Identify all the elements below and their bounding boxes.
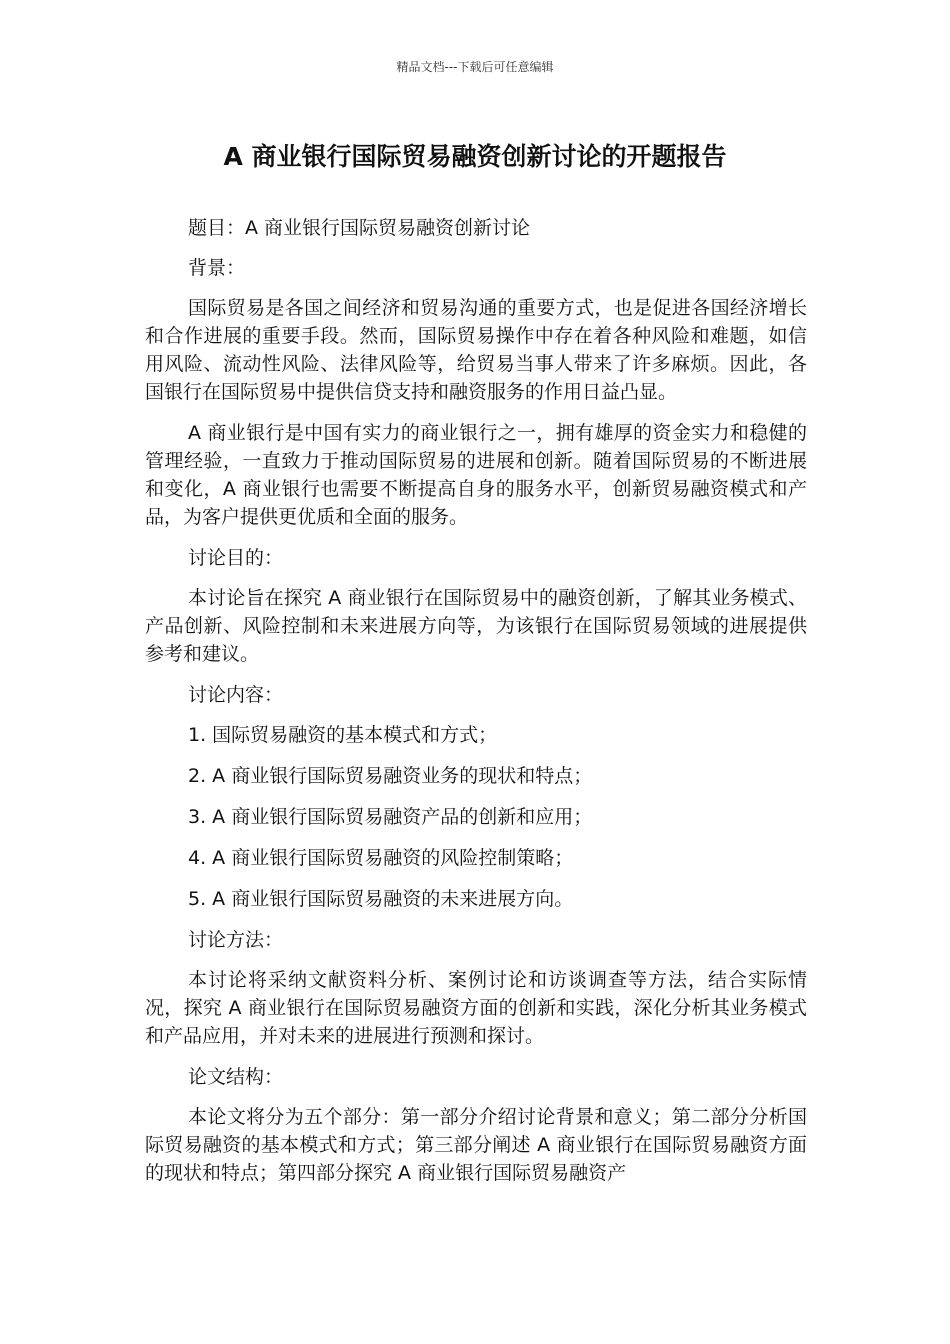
list-item: 3. A 商业银行国际贸易融资产品的创新和应用； (188, 806, 593, 828)
document-body (145, 214, 807, 1200)
purpose-heading: 讨论目的： (188, 547, 284, 569)
method-paragraph: 本讨论将采纳文献资料分析、案例讨论和访谈调查等方法，结合实际情况，探究 A 商业银行在国际贸易融资方面的创新和实践，深化分析其业务模式和产品应用，并对未来的进展进行预测和探讨。 (145, 969, 807, 1047)
list-item: 2. A 商业银行国际贸易融资业务的现状和特点； (188, 765, 593, 787)
list-item: 1. 国际贸易融资的基本模式和方式； (188, 724, 498, 746)
list-item: 4. A 商业银行国际贸易融资的风险控制策略； (188, 847, 574, 869)
background-paragraph-1: 国际贸易是各国之间经济和贸易沟通的重要方式，也是促进各国经济增长和合作进展的重要手段。然而，国际贸易操作中存在着各种风险和难题，如信用风险、流动性风险、法律风险等，给贸易当事人带来了许多麻烦。因此，各国银行在国际贸易中提供信贷支持和融资服务的作用日益凸显。 (145, 297, 807, 403)
list-item: 5. A 商业银行国际贸易融资的未来进展方向。 (188, 888, 574, 910)
structure-heading: 论文结构： (188, 1066, 284, 1088)
content-list (145, 721, 807, 913)
background-paragraph-2: A 商业银行是中国有实力的商业银行之一，拥有雄厚的资金实力和稳健的管理经验，一直致力于推动国际贸易的进展和创新。随着国际贸易的不断进展和变化，A 商业银行也需要不断提高自身的服务水平，创新贸易融资模式和产品，为客户提供更优质和全面的服务。 (145, 422, 807, 528)
content-heading: 讨论内容： (188, 684, 284, 706)
method-heading: 讨论方法： (188, 929, 284, 951)
purpose-paragraph: 本讨论旨在探究 A 商业银行在国际贸易中的融资创新，了解其业务模式、产品创新、风险控制和未来进展方向等，为该银行在国际贸易领域的进展提供参考和建议。 (145, 587, 807, 665)
topic-line: 题目：A 商业银行国际贸易融资创新讨论 (188, 217, 531, 239)
document-title: A 商业银行国际贸易融资创新讨论的开题报告 (223, 142, 727, 171)
header-note: 精品文档---下载后可任意编辑 (396, 60, 554, 74)
structure-paragraph: 本论文将分为五个部分：第一部分介绍讨论背景和意义；第二部分分析国际贸易融资的基本模式和方式；第三部分阐述 A 商业银行在国际贸易融资方面的现状和特点；第四部分探究 A 商业银行国际贸易融资产 (145, 1106, 807, 1184)
background-heading: 背景： (188, 257, 246, 279)
